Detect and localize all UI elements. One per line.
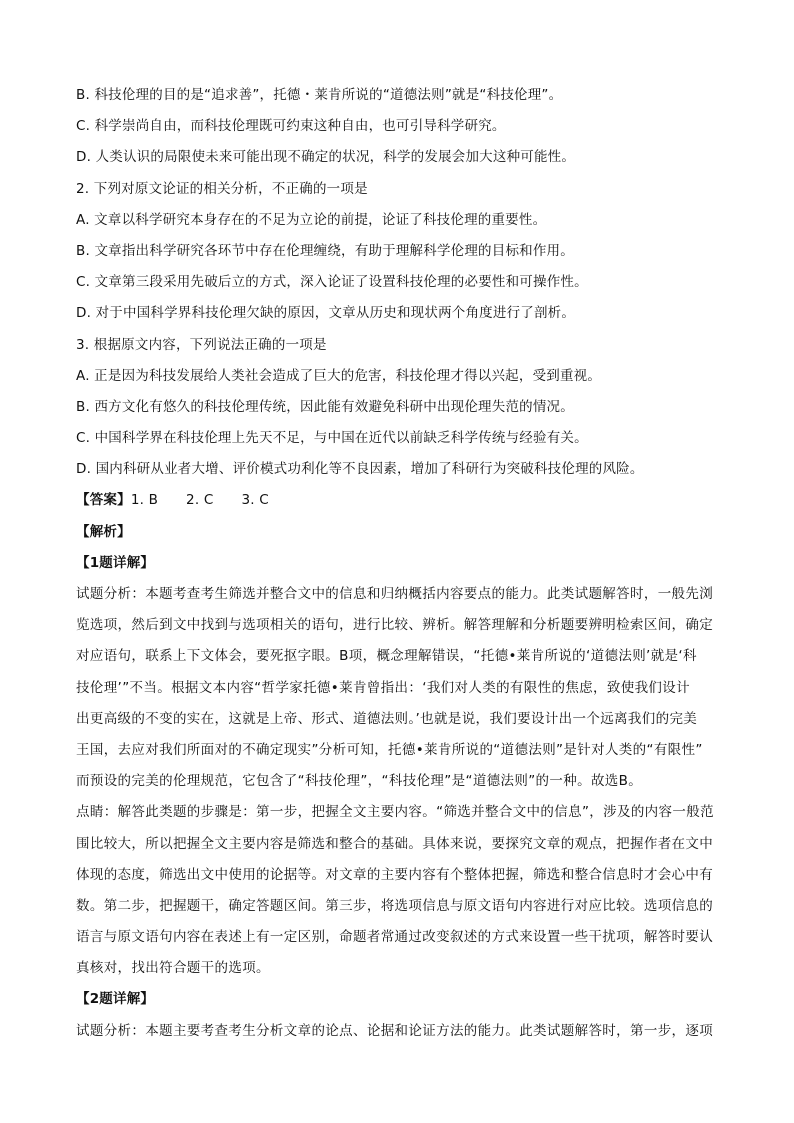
paragraph-line: 对应语句，联系上下文体会，要死抠字眼。B项，概念理解错误，“托德•莱肯所说的‘道德法则’就是‘科 [76, 648, 697, 665]
answer-item-1: 1. B [130, 492, 159, 509]
paragraph-line: 点睛：解答此类题的步骤是：第一步，把握全文主要内容。“筛选并整合文中的信息”，涉及的内容一般范 [76, 804, 714, 821]
q3-option-a: A. 正是因为科技发展给人类社会造成了巨大的危害，科技伦理才得以兴起，受到重视。 [76, 367, 602, 384]
paragraph-line: 试题分析：本题主要考查考生分析文章的论点、论据和论证方法的能力。此类试题解答时，第一步，逐项 [76, 1022, 714, 1039]
q3-option-c: C. 中国科学界在科技伦理上先天不足，与中国在近代以前缺乏科学传统与经验有关。 [76, 430, 588, 447]
q3-option-d: D. 国内科研从业者大增、评价模式功利化等不良因素，增加了科研行为突破科技伦理的风险。 [76, 461, 644, 478]
answer-item-3: 3. C [241, 492, 269, 509]
q3-stem: 3. 根据原文内容，下列说法正确的一项是 [76, 336, 327, 353]
q1-option-d: D. 人类认识的局限使未来可能出现不确定的状况，科学的发展会加大这种可能性。 [76, 149, 576, 166]
document-content [76, 80, 726, 1047]
q2-option-a: A. 文章以科学研究本身存在的不足为立论的前提，论证了科技伦理的重要性。 [76, 211, 547, 228]
paragraph-line: 而预设的完美的伦理规范，它包含了“科技伦理”，“科技伦理”是“道德法则”的一种。故选B。 [76, 773, 643, 790]
q3-option-b: B. 西方文化有悠久的科技伦理传统，因此能有效避免科研中出现伦理失范的情况。 [76, 398, 574, 415]
tip-paragraph [76, 797, 726, 984]
detail-2-heading: 【2题详解】 [76, 991, 155, 1008]
answer-line [76, 485, 726, 516]
paragraph-line: 体现的态度，筛选出文中使用的论据等。对文章的主要内容有个整体把握，筛选和整合信息时才会心中有 [76, 866, 714, 883]
detail-1-paragraph [76, 579, 726, 797]
q2-option-c: C. 文章第三段采用先破后立的方式，深入论证了设置科技伦理的必要性和可操作性。 [76, 274, 588, 291]
detail-2-paragraph [76, 1016, 726, 1047]
answer-label: 【答案】 [76, 492, 131, 509]
paragraph-line: 围比较大，所以把握全文主要内容是筛选和整合的基础。具体来说，要探究文章的观点，把握作者在文中 [76, 835, 714, 852]
paragraph-line: 真核对，找出符合题干的选项。 [76, 960, 270, 977]
q2-option-d: D. 对于中国科学界科技伦理欠缺的原因，文章从历史和现状两个角度进行了剖析。 [76, 305, 576, 322]
paragraph-line: 数。第二步，把握题干，确定答题区间。第三步，将选项信息与原文语句内容进行对应比较。选项信息的 [76, 897, 714, 914]
paragraph-line: 试题分析：本题考查考生筛选并整合文中的信息和归纳概括内容要点的能力。此类试题解答时，一般先浏 [76, 586, 714, 602]
q2-option-b: B. 文章指出科学研究各环节中存在伦理缠绕，有助于理解科学伦理的目标和作用。 [76, 242, 574, 259]
detail-1-heading: 【1题详解】 [76, 554, 155, 571]
paragraph-line: 王国，去应对我们所面对的不确定现实”分析可知，托德•莱肯所说的“道德法则”是针对人类的“有限性” [76, 741, 703, 758]
paragraph-line: 览选项，然后到文中找到与选项相关的语句，进行比较、辨析。解答理解和分析题要辨明检索区间，确定 [76, 617, 714, 634]
analysis-heading: 【解析】 [76, 523, 131, 540]
answer-item-2: 2. C [186, 492, 214, 509]
q1-option-b: B. 科技伦理的目的是“追求善”，托德・莱肯所说的“道德法则”就是“科技伦理”。 [76, 87, 563, 103]
q2-stem: 2. 下列对原文论证的相关分析，不正确的一项是 [76, 180, 368, 197]
paragraph-line: 语言与原文语句内容在表述上有一定区别，命题者常通过改变叙述的方式来设置一些干扰项，解答时要认 [76, 929, 714, 946]
q1-option-c: C. 科学崇尚自由，而科技伦理既可约束这种自由，也可引导科学研究。 [76, 118, 506, 135]
paragraph-line: 技伦理’”不当。根据文本内容“哲学家托德•莱肯曾指出：‘我们对人类的有限性的焦虑，致使我们设计 [76, 679, 690, 696]
paragraph-line: 出更高级的不变的实在，这就是上帝、形式、道德法则。’也就是说，我们要设计出一个远离我们的完美 [76, 710, 698, 727]
